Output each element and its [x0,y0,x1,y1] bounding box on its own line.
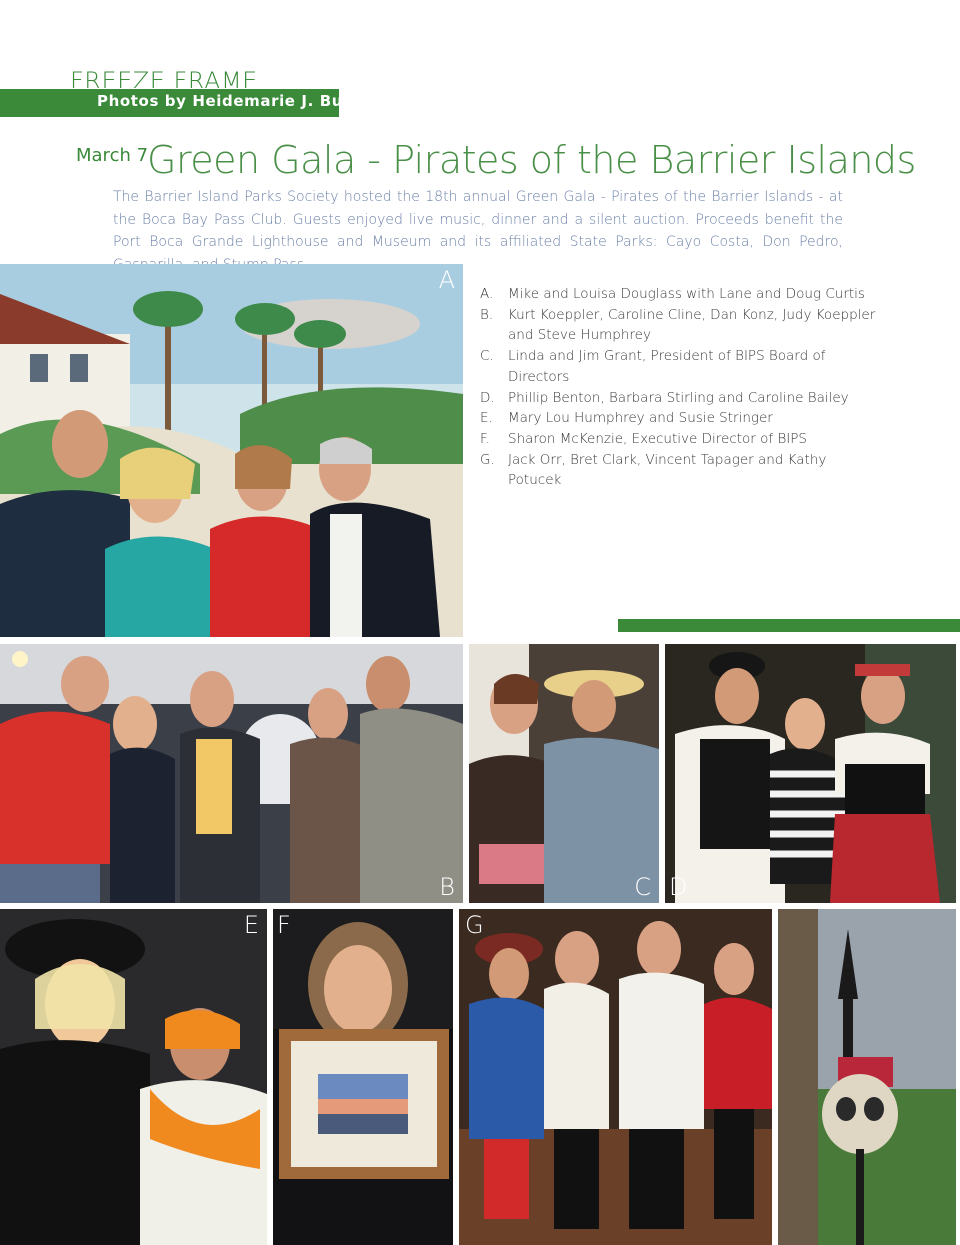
event-date: March 7 [76,145,149,166]
photo-label-f: F [277,911,291,939]
caption-text: Jack Orr, Bret Clark, Vincent Tapager and Kathy Potucek [508,451,827,489]
caption-text: Mary Lou Humphrey and Susie Stringer [508,410,773,427]
event-title: Green Gala - Pirates of the Barrier Islands [147,138,916,182]
photo-b [0,644,463,903]
photo-f [273,909,453,1245]
caption-letter: C. [480,348,494,365]
photo-label-e: E [243,911,259,939]
photo-label-c: C [634,873,651,901]
photo-label-b: B [439,873,455,901]
caption-letter: F. [480,430,490,447]
accent-bar [618,619,960,632]
caption-letter: G. [480,451,495,468]
caption-item [480,388,880,409]
photo-c [469,644,659,903]
section-title: FREEZE FRAME [70,67,258,88]
caption-item [480,305,880,346]
caption-letter: B. [480,306,494,323]
photo-d [665,644,956,903]
photo-e [0,909,267,1245]
photo-label-g: G [465,911,484,939]
caption-letter: D. [480,389,495,406]
caption-text: Mike and Louisa Douglass with Lane and Doug Curtis [508,286,865,302]
photo-g [459,909,772,1245]
caption-item [480,450,880,491]
event-intro: The Barrier Island Parks Society hosted the 18th annual Green Gala - Pirates of the Barrier Islands - at the Boca Bay Pass Club. Guests enjoyed live music, dinner and a silent auction. Proceeds benefit the Port Boca Grande Lighthouse and Museum and its affiliated State Parks: Cayo Costa, Don Pedro, [113,189,843,250]
photo-credit: Photos by Heidemarie J. Burke [97,92,372,110]
caption-text: Kurt Koeppler, Caroline Cline, Dan Konz, Judy Koeppler and Steve Humphrey [508,306,876,344]
caption-text: Phillip Benton, Barbara Stirling and Caroline Bailey [508,389,849,406]
photo-a [0,264,463,637]
caption-letter: E. [480,410,493,427]
caption-item [480,346,880,387]
photo-label-d: D [669,873,688,901]
photo-label-a: A [438,266,455,294]
caption-letter: A. [480,286,494,302]
caption-item [480,284,880,305]
photo-skull [778,909,956,1245]
caption-text: Sharon McKenzie, Executive Director of BIPS [508,430,807,447]
caption-list [480,284,880,491]
caption-item [480,408,880,429]
caption-text: Linda and Jim Grant, President of BIPS Board of Directors [508,348,826,385]
caption-item [480,429,880,450]
